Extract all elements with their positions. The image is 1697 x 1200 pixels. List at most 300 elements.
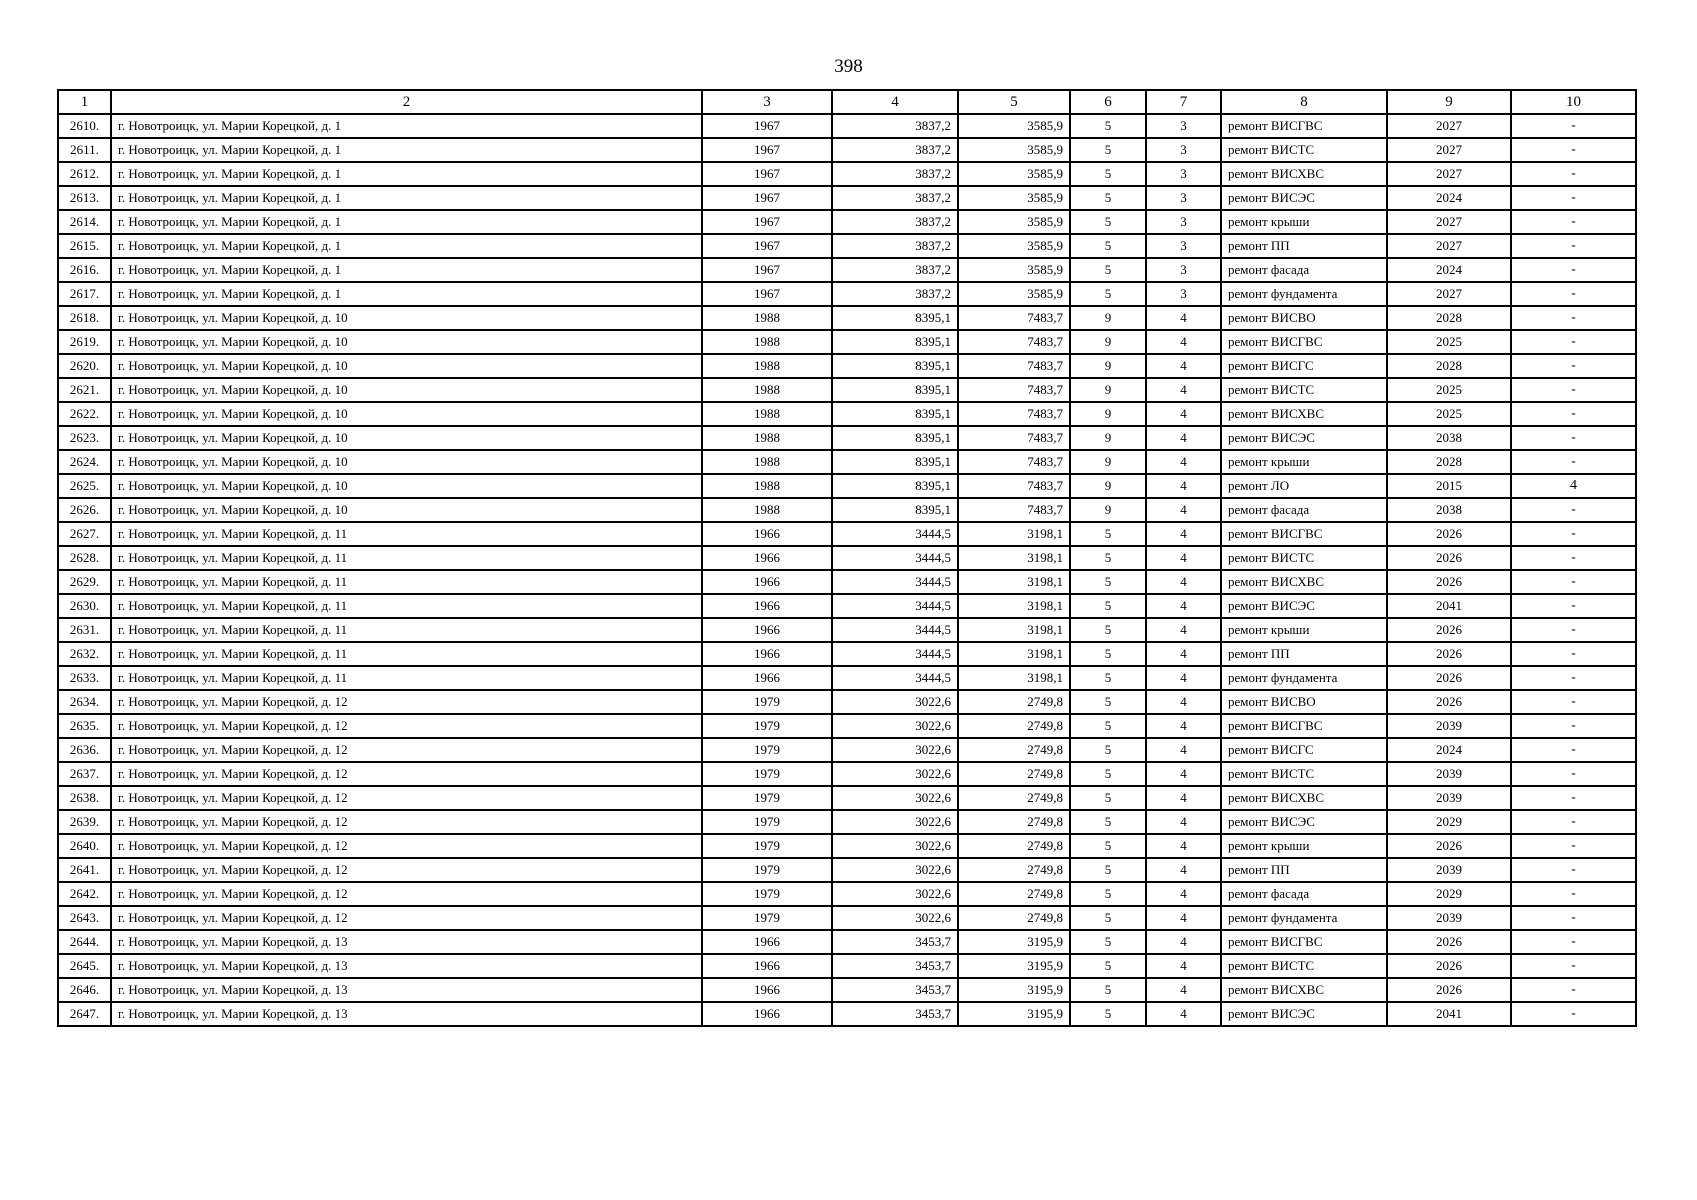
year-built-cell: 1979 bbox=[702, 810, 832, 834]
row-number-cell: 2622. bbox=[58, 402, 111, 426]
column-10-cell: - bbox=[1511, 834, 1636, 858]
planned-year-cell: 2039 bbox=[1387, 786, 1511, 810]
address-cell: г. Новотроицк, ул. Марии Корецкой, д. 1 bbox=[111, 210, 702, 234]
year-built-cell: 1979 bbox=[702, 738, 832, 762]
total-area-cell: 3444,5 bbox=[832, 546, 958, 570]
total-area-cell: 8395,1 bbox=[832, 378, 958, 402]
address-cell: г. Новотроицк, ул. Марии Корецкой, д. 13 bbox=[111, 1002, 702, 1026]
table-row bbox=[58, 882, 1636, 906]
total-area-cell: 3837,2 bbox=[832, 210, 958, 234]
work-type-cell: ремонт фундамента bbox=[1221, 906, 1387, 930]
table-row bbox=[58, 474, 1636, 498]
column-10-cell: - bbox=[1511, 690, 1636, 714]
year-built-cell: 1967 bbox=[702, 234, 832, 258]
floors-cell: 9 bbox=[1070, 426, 1146, 450]
work-type-cell: ремонт ВИСХВС bbox=[1221, 402, 1387, 426]
column-10-cell: - bbox=[1511, 210, 1636, 234]
total-area-cell: 3453,7 bbox=[832, 954, 958, 978]
address-cell: г. Новотроицк, ул. Марии Корецкой, д. 12 bbox=[111, 858, 702, 882]
living-area-cell: 2749,8 bbox=[958, 882, 1070, 906]
floors-cell: 5 bbox=[1070, 234, 1146, 258]
work-type-cell: ремонт ВИСГВС bbox=[1221, 522, 1387, 546]
living-area-cell: 2749,8 bbox=[958, 834, 1070, 858]
planned-year-cell: 2039 bbox=[1387, 714, 1511, 738]
total-area-cell: 3837,2 bbox=[832, 234, 958, 258]
entrances-cell: 4 bbox=[1146, 810, 1221, 834]
living-area-cell: 3198,1 bbox=[958, 570, 1070, 594]
total-area-cell: 3444,5 bbox=[832, 642, 958, 666]
planned-year-cell: 2015 bbox=[1387, 474, 1511, 498]
floors-cell: 9 bbox=[1070, 498, 1146, 522]
table-row bbox=[58, 762, 1636, 786]
entrances-cell: 3 bbox=[1146, 282, 1221, 306]
row-number-cell: 2617. bbox=[58, 282, 111, 306]
column-10-cell: - bbox=[1511, 306, 1636, 330]
entrances-cell: 4 bbox=[1146, 498, 1221, 522]
work-type-cell: ремонт ВИСГВС bbox=[1221, 714, 1387, 738]
planned-year-cell: 2026 bbox=[1387, 618, 1511, 642]
work-type-cell: ремонт ВИСВО bbox=[1221, 690, 1387, 714]
total-area-cell: 8395,1 bbox=[832, 474, 958, 498]
row-number-cell: 2626. bbox=[58, 498, 111, 522]
work-type-cell: ремонт ВИСТС bbox=[1221, 138, 1387, 162]
entrances-cell: 4 bbox=[1146, 594, 1221, 618]
row-number-cell: 2641. bbox=[58, 858, 111, 882]
year-built-cell: 1966 bbox=[702, 1002, 832, 1026]
column-10-cell: - bbox=[1511, 138, 1636, 162]
floors-cell: 9 bbox=[1070, 330, 1146, 354]
total-area-cell: 3444,5 bbox=[832, 594, 958, 618]
year-built-cell: 1979 bbox=[702, 882, 832, 906]
address-cell: г. Новотроицк, ул. Марии Корецкой, д. 13 bbox=[111, 954, 702, 978]
column-10-cell: - bbox=[1511, 642, 1636, 666]
planned-year-cell: 2026 bbox=[1387, 546, 1511, 570]
total-area-cell: 8395,1 bbox=[832, 498, 958, 522]
table-row bbox=[58, 930, 1636, 954]
planned-year-cell: 2026 bbox=[1387, 690, 1511, 714]
entrances-cell: 4 bbox=[1146, 858, 1221, 882]
planned-year-cell: 2025 bbox=[1387, 378, 1511, 402]
row-number-cell: 2645. bbox=[58, 954, 111, 978]
living-area-cell: 3195,9 bbox=[958, 1002, 1070, 1026]
floors-cell: 5 bbox=[1070, 666, 1146, 690]
year-built-cell: 1979 bbox=[702, 858, 832, 882]
entrances-cell: 4 bbox=[1146, 330, 1221, 354]
column-10-cell: - bbox=[1511, 714, 1636, 738]
year-built-cell: 1988 bbox=[702, 306, 832, 330]
floors-cell: 5 bbox=[1070, 978, 1146, 1002]
living-area-cell: 3585,9 bbox=[958, 138, 1070, 162]
total-area-cell: 3022,6 bbox=[832, 810, 958, 834]
planned-year-cell: 2027 bbox=[1387, 210, 1511, 234]
floors-cell: 9 bbox=[1070, 450, 1146, 474]
living-area-cell: 2749,8 bbox=[958, 786, 1070, 810]
work-type-cell: ремонт ВИСТС bbox=[1221, 378, 1387, 402]
planned-year-cell: 2028 bbox=[1387, 306, 1511, 330]
row-number-cell: 2611. bbox=[58, 138, 111, 162]
total-area-cell: 8395,1 bbox=[832, 450, 958, 474]
planned-year-cell: 2027 bbox=[1387, 282, 1511, 306]
entrances-cell: 4 bbox=[1146, 786, 1221, 810]
year-built-cell: 1988 bbox=[702, 402, 832, 426]
row-number-cell: 2635. bbox=[58, 714, 111, 738]
year-built-cell: 1966 bbox=[702, 978, 832, 1002]
total-area-cell: 3444,5 bbox=[832, 618, 958, 642]
entrances-cell: 3 bbox=[1146, 258, 1221, 282]
table-row bbox=[58, 546, 1636, 570]
table-row bbox=[58, 906, 1636, 930]
address-cell: г. Новотроицк, ул. Марии Корецкой, д. 12 bbox=[111, 762, 702, 786]
entrances-cell: 4 bbox=[1146, 882, 1221, 906]
row-number-cell: 2633. bbox=[58, 666, 111, 690]
address-cell: г. Новотроицк, ул. Марии Корецкой, д. 13 bbox=[111, 930, 702, 954]
living-area-cell: 7483,7 bbox=[958, 306, 1070, 330]
total-area-cell: 3022,6 bbox=[832, 906, 958, 930]
year-built-cell: 1967 bbox=[702, 186, 832, 210]
row-number-cell: 2640. bbox=[58, 834, 111, 858]
work-type-cell: ремонт ПП bbox=[1221, 858, 1387, 882]
column-10-cell: - bbox=[1511, 810, 1636, 834]
row-number-cell: 2637. bbox=[58, 762, 111, 786]
total-area-cell: 8395,1 bbox=[832, 306, 958, 330]
year-built-cell: 1988 bbox=[702, 378, 832, 402]
row-number-cell: 2629. bbox=[58, 570, 111, 594]
table-row bbox=[58, 570, 1636, 594]
table-row bbox=[58, 306, 1636, 330]
table-header-row bbox=[58, 90, 1636, 114]
floors-cell: 5 bbox=[1070, 594, 1146, 618]
work-type-cell: ремонт крыши bbox=[1221, 450, 1387, 474]
table-row bbox=[58, 594, 1636, 618]
column-10-cell: - bbox=[1511, 330, 1636, 354]
entrances-cell: 4 bbox=[1146, 546, 1221, 570]
year-built-cell: 1988 bbox=[702, 498, 832, 522]
column-10-cell: - bbox=[1511, 930, 1636, 954]
row-number-cell: 2619. bbox=[58, 330, 111, 354]
work-type-cell: ремонт ВИСГС bbox=[1221, 738, 1387, 762]
work-type-cell: ремонт фасада bbox=[1221, 882, 1387, 906]
column-header: 7 bbox=[1146, 90, 1221, 114]
column-10-cell: - bbox=[1511, 786, 1636, 810]
floors-cell: 5 bbox=[1070, 546, 1146, 570]
year-built-cell: 1988 bbox=[702, 474, 832, 498]
year-built-cell: 1979 bbox=[702, 690, 832, 714]
floors-cell: 5 bbox=[1070, 1002, 1146, 1026]
entrances-cell: 4 bbox=[1146, 354, 1221, 378]
column-header: 3 bbox=[702, 90, 832, 114]
table-row bbox=[58, 738, 1636, 762]
work-type-cell: ремонт ВИСВО bbox=[1221, 306, 1387, 330]
row-number-cell: 2646. bbox=[58, 978, 111, 1002]
planned-year-cell: 2026 bbox=[1387, 642, 1511, 666]
column-10-cell: - bbox=[1511, 426, 1636, 450]
address-cell: г. Новотроицк, ул. Марии Корецкой, д. 10 bbox=[111, 426, 702, 450]
entrances-cell: 3 bbox=[1146, 114, 1221, 138]
table-row bbox=[58, 426, 1636, 450]
living-area-cell: 3198,1 bbox=[958, 546, 1070, 570]
total-area-cell: 8395,1 bbox=[832, 354, 958, 378]
entrances-cell: 4 bbox=[1146, 714, 1221, 738]
planned-year-cell: 2025 bbox=[1387, 402, 1511, 426]
work-type-cell: ремонт ВИСГВС bbox=[1221, 930, 1387, 954]
year-built-cell: 1966 bbox=[702, 522, 832, 546]
work-type-cell: ремонт ВИСТС bbox=[1221, 546, 1387, 570]
work-type-cell: ремонт ВИСТС bbox=[1221, 954, 1387, 978]
floors-cell: 5 bbox=[1070, 618, 1146, 642]
work-type-cell: ремонт ВИСХВС bbox=[1221, 978, 1387, 1002]
total-area-cell: 3022,6 bbox=[832, 690, 958, 714]
total-area-cell: 3444,5 bbox=[832, 570, 958, 594]
living-area-cell: 7483,7 bbox=[958, 354, 1070, 378]
column-10-cell: - bbox=[1511, 114, 1636, 138]
entrances-cell: 4 bbox=[1146, 642, 1221, 666]
table-row bbox=[58, 810, 1636, 834]
entrances-cell: 4 bbox=[1146, 570, 1221, 594]
floors-cell: 9 bbox=[1070, 378, 1146, 402]
entrances-cell: 4 bbox=[1146, 522, 1221, 546]
entrances-cell: 3 bbox=[1146, 162, 1221, 186]
living-area-cell: 3198,1 bbox=[958, 666, 1070, 690]
work-type-cell: ремонт ВИСЭС bbox=[1221, 1002, 1387, 1026]
entrances-cell: 3 bbox=[1146, 234, 1221, 258]
living-area-cell: 2749,8 bbox=[958, 810, 1070, 834]
column-header: 8 bbox=[1221, 90, 1387, 114]
table-row bbox=[58, 282, 1636, 306]
address-cell: г. Новотроицк, ул. Марии Корецкой, д. 10 bbox=[111, 378, 702, 402]
year-built-cell: 1979 bbox=[702, 762, 832, 786]
table-row bbox=[58, 258, 1636, 282]
address-cell: г. Новотроицк, ул. Марии Корецкой, д. 12 bbox=[111, 786, 702, 810]
year-built-cell: 1966 bbox=[702, 666, 832, 690]
floors-cell: 5 bbox=[1070, 714, 1146, 738]
work-type-cell: ремонт крыши bbox=[1221, 210, 1387, 234]
planned-year-cell: 2026 bbox=[1387, 930, 1511, 954]
total-area-cell: 3837,2 bbox=[832, 138, 958, 162]
table-row bbox=[58, 498, 1636, 522]
planned-year-cell: 2024 bbox=[1387, 738, 1511, 762]
entrances-cell: 3 bbox=[1146, 186, 1221, 210]
living-area-cell: 3585,9 bbox=[958, 114, 1070, 138]
address-cell: г. Новотроицк, ул. Марии Корецкой, д. 10 bbox=[111, 354, 702, 378]
table-row bbox=[58, 786, 1636, 810]
year-built-cell: 1988 bbox=[702, 354, 832, 378]
year-built-cell: 1967 bbox=[702, 258, 832, 282]
year-built-cell: 1966 bbox=[702, 546, 832, 570]
total-area-cell: 3022,6 bbox=[832, 762, 958, 786]
planned-year-cell: 2025 bbox=[1387, 330, 1511, 354]
row-number-cell: 2628. bbox=[58, 546, 111, 570]
table-row bbox=[58, 834, 1636, 858]
floors-cell: 5 bbox=[1070, 882, 1146, 906]
year-built-cell: 1979 bbox=[702, 714, 832, 738]
table-row bbox=[58, 522, 1636, 546]
work-type-cell: ремонт крыши bbox=[1221, 618, 1387, 642]
total-area-cell: 3837,2 bbox=[832, 282, 958, 306]
work-type-cell: ремонт ЛО bbox=[1221, 474, 1387, 498]
total-area-cell: 3022,6 bbox=[832, 882, 958, 906]
floors-cell: 5 bbox=[1070, 690, 1146, 714]
column-header: 5 bbox=[958, 90, 1070, 114]
entrances-cell: 3 bbox=[1146, 210, 1221, 234]
planned-year-cell: 2028 bbox=[1387, 354, 1511, 378]
address-cell: г. Новотроицк, ул. Марии Корецкой, д. 1 bbox=[111, 138, 702, 162]
entrances-cell: 4 bbox=[1146, 978, 1221, 1002]
row-number-cell: 2624. bbox=[58, 450, 111, 474]
planned-year-cell: 2041 bbox=[1387, 1002, 1511, 1026]
table-row bbox=[58, 354, 1636, 378]
planned-year-cell: 2039 bbox=[1387, 858, 1511, 882]
table-row bbox=[58, 330, 1636, 354]
entrances-cell: 4 bbox=[1146, 834, 1221, 858]
total-area-cell: 3444,5 bbox=[832, 522, 958, 546]
address-cell: г. Новотроицк, ул. Марии Корецкой, д. 1 bbox=[111, 114, 702, 138]
planned-year-cell: 2026 bbox=[1387, 666, 1511, 690]
living-area-cell: 3198,1 bbox=[958, 642, 1070, 666]
address-cell: г. Новотроицк, ул. Марии Корецкой, д. 1 bbox=[111, 282, 702, 306]
row-number-cell: 2620. bbox=[58, 354, 111, 378]
floors-cell: 5 bbox=[1070, 810, 1146, 834]
entrances-cell: 4 bbox=[1146, 426, 1221, 450]
table-row bbox=[58, 234, 1636, 258]
table-row bbox=[58, 186, 1636, 210]
planned-year-cell: 2026 bbox=[1387, 570, 1511, 594]
floors-cell: 5 bbox=[1070, 186, 1146, 210]
living-area-cell: 3198,1 bbox=[958, 618, 1070, 642]
table-row bbox=[58, 978, 1636, 1002]
table-body bbox=[58, 114, 1636, 1026]
capital-repair-table bbox=[57, 89, 1637, 1027]
planned-year-cell: 2026 bbox=[1387, 954, 1511, 978]
address-cell: г. Новотроицк, ул. Марии Корецкой, д. 1 bbox=[111, 234, 702, 258]
floors-cell: 5 bbox=[1070, 642, 1146, 666]
address-cell: г. Новотроицк, ул. Марии Корецкой, д. 1 bbox=[111, 186, 702, 210]
table-row bbox=[58, 642, 1636, 666]
address-cell: г. Новотроицк, ул. Марии Корецкой, д. 13 bbox=[111, 978, 702, 1002]
address-cell: г. Новотроицк, ул. Марии Корецкой, д. 11 bbox=[111, 522, 702, 546]
column-header: 4 bbox=[832, 90, 958, 114]
column-header: 10 bbox=[1511, 90, 1636, 114]
work-type-cell: ремонт ВИСХВС bbox=[1221, 162, 1387, 186]
column-10-cell: - bbox=[1511, 234, 1636, 258]
entrances-cell: 4 bbox=[1146, 690, 1221, 714]
row-number-cell: 2615. bbox=[58, 234, 111, 258]
column-10-cell: - bbox=[1511, 978, 1636, 1002]
year-built-cell: 1988 bbox=[702, 450, 832, 474]
column-10-cell: - bbox=[1511, 738, 1636, 762]
row-number-cell: 2613. bbox=[58, 186, 111, 210]
living-area-cell: 7483,7 bbox=[958, 474, 1070, 498]
work-type-cell: ремонт ВИСТС bbox=[1221, 762, 1387, 786]
total-area-cell: 8395,1 bbox=[832, 426, 958, 450]
work-type-cell: ремонт ВИСГВС bbox=[1221, 330, 1387, 354]
year-built-cell: 1979 bbox=[702, 906, 832, 930]
planned-year-cell: 2026 bbox=[1387, 522, 1511, 546]
entrances-cell: 4 bbox=[1146, 906, 1221, 930]
year-built-cell: 1979 bbox=[702, 834, 832, 858]
floors-cell: 5 bbox=[1070, 162, 1146, 186]
total-area-cell: 3022,6 bbox=[832, 714, 958, 738]
row-number-cell: 2616. bbox=[58, 258, 111, 282]
planned-year-cell: 2038 bbox=[1387, 426, 1511, 450]
row-number-cell: 2647. bbox=[58, 1002, 111, 1026]
total-area-cell: 3453,7 bbox=[832, 978, 958, 1002]
total-area-cell: 8395,1 bbox=[832, 330, 958, 354]
floors-cell: 5 bbox=[1070, 138, 1146, 162]
living-area-cell: 7483,7 bbox=[958, 330, 1070, 354]
planned-year-cell: 2029 bbox=[1387, 810, 1511, 834]
living-area-cell: 2749,8 bbox=[958, 738, 1070, 762]
address-cell: г. Новотроицк, ул. Марии Корецкой, д. 12 bbox=[111, 738, 702, 762]
row-number-cell: 2642. bbox=[58, 882, 111, 906]
floors-cell: 5 bbox=[1070, 210, 1146, 234]
floors-cell: 9 bbox=[1070, 306, 1146, 330]
entrances-cell: 4 bbox=[1146, 954, 1221, 978]
table-row bbox=[58, 714, 1636, 738]
living-area-cell: 3195,9 bbox=[958, 930, 1070, 954]
column-10-cell: - bbox=[1511, 354, 1636, 378]
living-area-cell: 2749,8 bbox=[958, 762, 1070, 786]
table-row bbox=[58, 858, 1636, 882]
row-number-cell: 2630. bbox=[58, 594, 111, 618]
entrances-cell: 4 bbox=[1146, 618, 1221, 642]
table-row bbox=[58, 378, 1636, 402]
work-type-cell: ремонт крыши bbox=[1221, 834, 1387, 858]
column-10-cell: 4 bbox=[1511, 474, 1636, 498]
address-cell: г. Новотроицк, ул. Марии Корецкой, д. 1 bbox=[111, 258, 702, 282]
entrances-cell: 3 bbox=[1146, 138, 1221, 162]
row-number-cell: 2614. bbox=[58, 210, 111, 234]
entrances-cell: 4 bbox=[1146, 762, 1221, 786]
entrances-cell: 4 bbox=[1146, 402, 1221, 426]
column-10-cell: - bbox=[1511, 546, 1636, 570]
column-header: 6 bbox=[1070, 90, 1146, 114]
living-area-cell: 3585,9 bbox=[958, 258, 1070, 282]
living-area-cell: 3585,9 bbox=[958, 186, 1070, 210]
address-cell: г. Новотроицк, ул. Марии Корецкой, д. 11 bbox=[111, 642, 702, 666]
table-row bbox=[58, 618, 1636, 642]
address-cell: г. Новотроицк, ул. Марии Корецкой, д. 10 bbox=[111, 450, 702, 474]
work-type-cell: ремонт ВИСЭС bbox=[1221, 186, 1387, 210]
address-cell: г. Новотроицк, ул. Марии Корецкой, д. 12 bbox=[111, 714, 702, 738]
table-row bbox=[58, 450, 1636, 474]
entrances-cell: 4 bbox=[1146, 306, 1221, 330]
address-cell: г. Новотроицк, ул. Марии Корецкой, д. 11 bbox=[111, 666, 702, 690]
address-cell: г. Новотроицк, ул. Марии Корецкой, д. 11 bbox=[111, 594, 702, 618]
living-area-cell: 2749,8 bbox=[958, 714, 1070, 738]
floors-cell: 9 bbox=[1070, 354, 1146, 378]
total-area-cell: 3022,6 bbox=[832, 786, 958, 810]
living-area-cell: 3585,9 bbox=[958, 234, 1070, 258]
work-type-cell: ремонт фасада bbox=[1221, 258, 1387, 282]
floors-cell: 9 bbox=[1070, 402, 1146, 426]
column-10-cell: - bbox=[1511, 882, 1636, 906]
planned-year-cell: 2029 bbox=[1387, 882, 1511, 906]
column-10-cell: - bbox=[1511, 858, 1636, 882]
row-number-cell: 2639. bbox=[58, 810, 111, 834]
entrances-cell: 4 bbox=[1146, 666, 1221, 690]
row-number-cell: 2618. bbox=[58, 306, 111, 330]
page-number: 398 bbox=[834, 56, 863, 77]
address-cell: г. Новотроицк, ул. Марии Корецкой, д. 1 bbox=[111, 162, 702, 186]
floors-cell: 9 bbox=[1070, 474, 1146, 498]
floors-cell: 5 bbox=[1070, 282, 1146, 306]
address-cell: г. Новотроицк, ул. Марии Корецкой, д. 10 bbox=[111, 402, 702, 426]
year-built-cell: 1967 bbox=[702, 210, 832, 234]
planned-year-cell: 2028 bbox=[1387, 450, 1511, 474]
total-area-cell: 3837,2 bbox=[832, 186, 958, 210]
living-area-cell: 3585,9 bbox=[958, 210, 1070, 234]
work-type-cell: ремонт ПП bbox=[1221, 642, 1387, 666]
